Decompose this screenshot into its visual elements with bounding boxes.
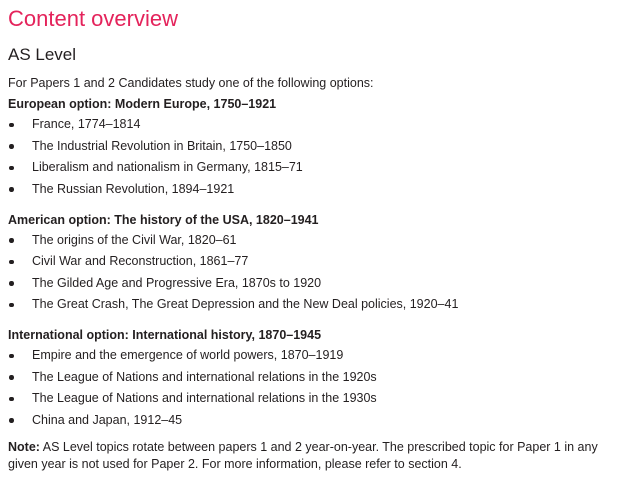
list-item [8,391,628,406]
list-item-text: France, 1774–1814 [32,117,141,131]
bullet-icon [9,166,14,171]
list-item [8,254,628,269]
list-item-text: Liberalism and nationalism in Germany, 1815–71 [32,160,303,174]
bullet-icon [9,375,14,380]
list-item-text: Civil War and Reconstruction, 1861–77 [32,254,249,268]
bullet-icon [9,418,14,423]
note-paragraph [8,439,630,473]
option-american [8,213,628,313]
list-item [8,182,628,197]
list-item-text: The League of Nations and international relations in the 1920s [32,369,377,384]
option-international [8,328,628,428]
bullet-icon [9,281,14,286]
option-topic-list [8,233,628,313]
bullet-icon [9,397,14,402]
bullet-icon [9,187,14,192]
bullet-icon [9,260,14,265]
list-item [8,348,628,363]
option-heading: European option: Modern Europe, 1750–1921 [8,97,277,111]
intro-text: For Papers 1 and 2 Candidates study one of the following options: [8,76,374,90]
page-title: Content overview [8,6,178,31]
list-item [8,139,628,154]
note-text: AS Level topics rotate between papers 1 and 2 year-on-year. The prescribed topic for Paper 1 in any given year is not used for Paper 2. For more information, please refer to section 4. [8,439,598,471]
option-european [8,97,628,197]
bullet-icon [9,238,14,243]
list-item-text: The Russian Revolution, 1894–1921 [32,181,235,196]
list-item [8,297,628,312]
list-item [8,276,628,291]
option-heading: American option: The history of the USA, 1820–1941 [8,212,319,227]
option-heading: International option: International history, 1870–1945 [8,328,322,342]
bullet-icon [9,123,14,128]
list-item-text: The League of Nations and international relations in the 1930s [32,391,377,405]
section-subtitle: AS Level [8,45,77,64]
list-item [8,160,628,175]
list-item-text: The Gilded Age and Progressive Era, 1870s to 1920 [32,275,322,290]
option-topic-list [8,348,628,428]
list-item-text: Empire and the emergence of world powers, 1870–1919 [32,348,344,362]
list-item [8,233,628,248]
list-item [8,370,628,385]
bullet-icon [9,144,14,149]
bullet-icon [9,303,14,308]
bullet-icon [9,354,14,359]
list-item [8,413,628,428]
list-item-text: China and Japan, 1912–45 [32,412,183,427]
list-item-text: The Great Crash, The Great Depression and the New Deal policies, 1920–41 [32,297,459,311]
list-item-text: The origins of the Civil War, 1820–61 [32,232,237,247]
note-label: Note: [8,439,40,454]
list-item-text: The Industrial Revolution in Britain, 1750–1850 [32,138,292,153]
list-item [8,117,628,132]
option-topic-list [8,117,628,197]
